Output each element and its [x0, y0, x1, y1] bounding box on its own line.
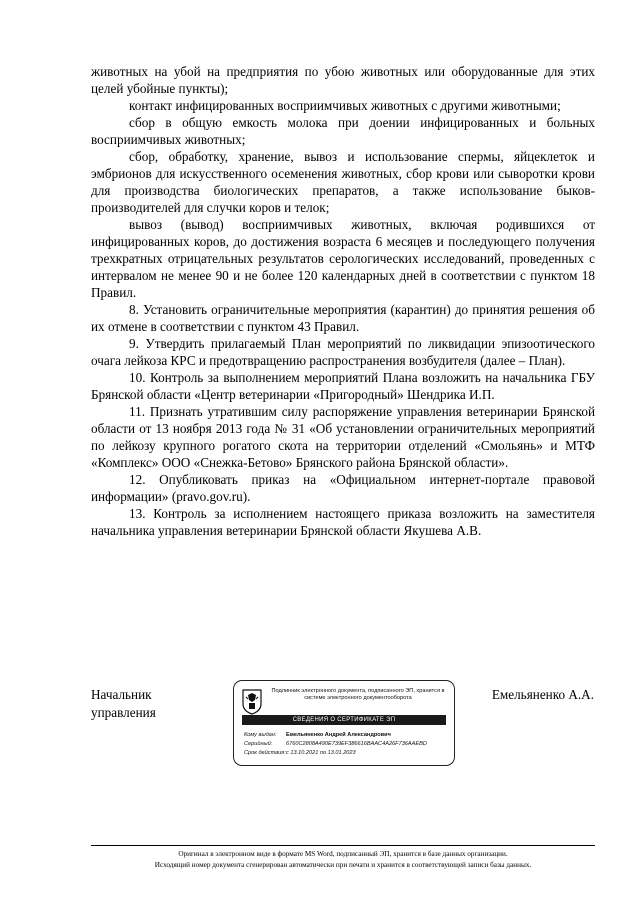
electronic-signature-stamp	[233, 680, 455, 766]
issued-to-value: Емельяненко Андрей Александрович	[286, 732, 391, 738]
paragraph: сбор, обработку, хранение, вывоз и использование спермы, яйцеклеток и эмбрионов для искусственного осеменения животных, сбор крови или сыворотки крови для производства биологических препаратов, а также использование быков-производителей для случки коров и телок;	[91, 149, 595, 215]
serial-value: 6760C2808A490E739EF386616BAAC4A26F736AAEBD	[286, 741, 427, 747]
position-line: Начальник	[91, 687, 152, 702]
paragraph: животных на убой на предприятия по убою животных или оборудованные для этих целей убойные пункты);	[91, 64, 595, 96]
document-body	[91, 63, 595, 539]
validity-value: с 13.10.2021 по 13.01.2023	[286, 750, 356, 756]
paragraph: контакт инфицированных восприимчивых животных с другими животными;	[129, 98, 561, 113]
paragraph-item-10: 10. Контроль за выполнением мероприятий Плана возложить на начальника ГБУ Брянской области «Центр ветеринарии «Пригородный» Шендрика И.П.	[91, 370, 595, 402]
paragraph-item-8: 8. Установить ограничительные мероприятия (карантин) до принятия решения об их отмене в соответствии с пунктом 43 Правил.	[91, 302, 595, 334]
footer-line: Исходящий номер документа сгенерирован автоматически при печати и хранится в соответствующей записи базы данных.	[154, 861, 532, 869]
paragraph: вывоз (вывод) восприимчивых животных, включая родившихся от инфицированных коров, до достижения возраста 6 месяцев и последующего получения трехкратных отрицательных результатов серологических исследований, проведенных с интервалом не менее 90 и не более 120 календарных дней в соответствии с пунктом 18 Правил.	[91, 217, 595, 300]
serial-label: Серийный:	[244, 741, 273, 747]
signatory-position	[91, 686, 156, 722]
stamp-header: Подлинник электронного документа, подписанного ЭП, хранится в системе электронного документооборота	[271, 688, 445, 701]
paragraph-item-13: 13. Контроль за исполнением настоящего приказа возложить на заместителя начальника управления ветеринарии Брянской области Якушева А.В.	[91, 506, 595, 538]
paragraph-item-11: 11. Признать утратившим силу распоряжение управления ветеринарии Брянской области от 13 ноября 2013 года № 31 «Об установлении ограничительных мероприятий по лейкозу крупного рогатого скота на территории отделений «Смольянь» и МТФ «Комплекс» ООО «Снежка-Бетово» Брянского района Брянской области».	[91, 404, 595, 470]
paragraph-item-9: 9. Утвердить прилагаемый План мероприятий по ликвидации эпизоотического очага лейкоза КРС и предотвращению распространения возбудителя (далее – План).	[91, 336, 595, 368]
footer-divider	[91, 845, 595, 846]
validity-label: Срок действия:	[244, 750, 286, 756]
paragraph: сбор в общую емкость молока при доении инфицированных и больных восприимчивых животных;	[91, 115, 595, 147]
footer-line: Оригинал в электронном виде в формате MS Word, подписанный ЭП, хранится в базе данных организации.	[178, 850, 508, 858]
serial-row	[244, 740, 427, 748]
position-line: управления	[91, 705, 156, 720]
page-footer	[91, 849, 595, 871]
paragraph-item-12: 12. Опубликовать приказ на «Официальном интернет-портале правовой информации» (pravo.gov.ru).	[91, 472, 595, 504]
signatory-name: Емельяненко А.А.	[491, 687, 594, 702]
validity-row	[244, 749, 356, 757]
issued-to-row	[244, 731, 391, 739]
certificate-info-bar: СВЕДЕНИЯ О СЕРТИФИКАТЕ ЭП	[242, 715, 446, 725]
issued-to-label: Кому выдан:	[244, 732, 277, 738]
coat-of-arms-icon	[242, 689, 262, 715]
